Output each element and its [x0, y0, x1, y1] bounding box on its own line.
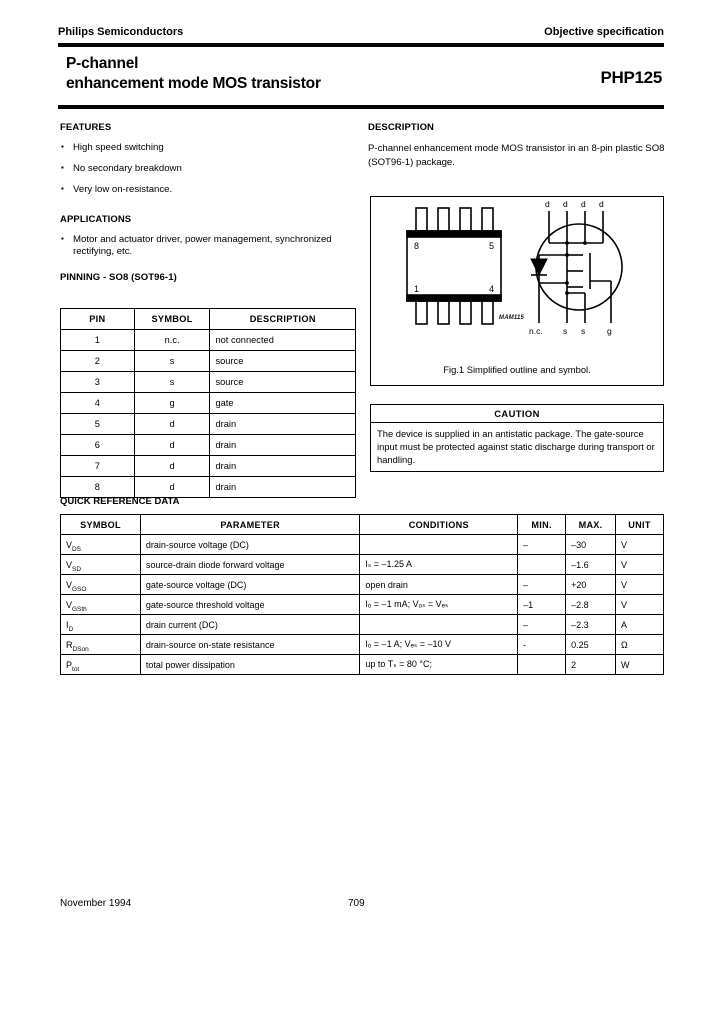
title-line-2: enhancement mode MOS transistor: [66, 75, 321, 92]
cell-max: 2: [566, 655, 616, 675]
cell-symbol: $I_D$: [61, 615, 141, 635]
table-row: [61, 330, 356, 351]
cell-parameter: total power dissipation: [140, 655, 360, 675]
table-row: [61, 555, 664, 575]
caution-text: The device is supplied in an antistatic package. The gate-source input must be protected against static discharge during transport or handling.: [377, 428, 655, 465]
cell-max: –2.8: [566, 595, 616, 615]
cell-max: 0.25: [566, 635, 616, 655]
pinning-heading: PINNING - SO8 (SOT96-1): [60, 272, 177, 283]
cell-description: drain: [210, 456, 356, 477]
package-outline-and-symbol-drawing: [371, 197, 663, 347]
cell-unit: W: [616, 655, 664, 675]
cell-unit: V: [616, 535, 664, 555]
cell-unit: A: [616, 615, 664, 635]
cell-conditions: [360, 535, 518, 555]
cell-pin: 5: [61, 414, 135, 435]
cell-parameter: drain-source on-state resistance: [140, 635, 360, 655]
column-header-min: MIN.: [518, 515, 566, 535]
cell-symbol: d: [134, 456, 210, 477]
cell-conditions: up to Tₛ = 80 °C;: [360, 655, 518, 675]
cell-max: +20: [566, 575, 616, 595]
cell-symbol: $V_{SD}$: [61, 555, 141, 575]
cell-symbol: d: [134, 477, 210, 498]
cell-conditions: open drain: [360, 575, 518, 595]
cell-conditions: Iₒ = –1 A; Vₑₛ = –10 V: [360, 635, 518, 655]
part-number: PHP125: [600, 68, 662, 87]
table-row: [61, 372, 356, 393]
title-line-1: P-channel: [66, 55, 139, 72]
left-column: [60, 122, 350, 283]
cell-description: gate: [210, 393, 356, 414]
column-header-symbol: SYMBOL: [61, 515, 141, 535]
table-row: [61, 435, 356, 456]
symbol-label-d-1: d: [545, 199, 550, 209]
symbol-label-d-2: d: [563, 199, 568, 209]
cell-description: drain: [210, 414, 356, 435]
table-row: [61, 615, 664, 635]
table-row: [61, 393, 356, 414]
column-header-pin: PIN: [61, 309, 135, 330]
caution-box: [370, 404, 664, 472]
cell-symbol: d: [134, 414, 210, 435]
table-row: [61, 655, 664, 675]
quick-reference-table: [60, 514, 664, 675]
cell-symbol: s: [134, 372, 210, 393]
cell-min: –: [518, 535, 566, 555]
package-pin-label-4: 4: [489, 284, 495, 294]
package-pin-label-1: 1: [414, 284, 420, 294]
list-item: ▪ High speed switching: [60, 142, 350, 154]
symbol-label-g: g: [607, 326, 612, 336]
footer-date: November 1994: [60, 898, 132, 909]
table-header-row: [61, 309, 356, 330]
cell-max: –30: [566, 535, 616, 555]
list-item: ▪ Motor and actuator driver, power management, synchronized rectifying, etc.: [60, 234, 350, 258]
column-header-parameter: PARAMETER: [140, 515, 360, 535]
cell-conditions: Iₒ = –1 mA; Vₒₛ = Vₑₛ: [360, 595, 518, 615]
cell-pin: 1: [61, 330, 135, 351]
column-header-max: MAX.: [566, 515, 616, 535]
cell-min: -: [518, 635, 566, 655]
symbol-label-d-3: d: [581, 199, 586, 209]
figure-caption: Fig.1 Simplified outline and symbol.: [443, 364, 591, 375]
cell-symbol: g: [134, 393, 210, 414]
specification-type: Objective specification: [544, 26, 664, 38]
symbol-label-d-4: d: [599, 199, 604, 209]
cell-min: –: [518, 575, 566, 595]
table-header-row: [61, 515, 664, 535]
quick-reference-heading: QUICK REFERENCE DATA: [60, 496, 180, 507]
column-header-conditions: CONDITIONS: [360, 515, 518, 535]
cell-description: source: [210, 351, 356, 372]
caution-heading: CAUTION: [371, 405, 663, 423]
cell-min: –: [518, 615, 566, 635]
cell-symbol: $P_{tot}$: [61, 655, 141, 675]
applications-list: [60, 234, 350, 258]
cell-pin: 4: [61, 393, 135, 414]
cell-pin: 7: [61, 456, 135, 477]
column-header-symbol: SYMBOL: [134, 309, 210, 330]
page-header: [58, 26, 664, 38]
cell-pin: 2: [61, 351, 135, 372]
table-row: [61, 477, 356, 498]
drawing-reference-code: MAM115: [499, 315, 525, 321]
features-list: [60, 142, 350, 196]
cell-description: source: [210, 372, 356, 393]
cell-parameter: source-drain diode forward voltage: [140, 555, 360, 575]
cell-symbol: $V_{GSth}$: [61, 595, 141, 615]
cell-unit: V: [616, 575, 664, 595]
cell-description: drain: [210, 477, 356, 498]
table-row: [61, 351, 356, 372]
cell-parameter: drain current (DC): [140, 615, 360, 635]
cell-description: drain: [210, 435, 356, 456]
package-pin-label-8: 8: [414, 241, 420, 251]
table-row: [61, 595, 664, 615]
column-header-unit: UNIT: [616, 515, 664, 535]
cell-symbol: n.c.: [134, 330, 210, 351]
cell-symbol: $V_{GSO}$: [61, 575, 141, 595]
cell-unit: Ω: [616, 635, 664, 655]
cell-min: –1: [518, 595, 566, 615]
description-heading: DESCRIPTION: [368, 122, 435, 133]
figure-1: [370, 196, 664, 386]
header-rule-bottom: [58, 105, 664, 109]
package-pin-label-5: 5: [489, 241, 495, 251]
cell-min: [518, 555, 566, 575]
cell-unit: V: [616, 595, 664, 615]
symbol-label-nc: n.c.: [529, 326, 543, 336]
cell-pin: 8: [61, 477, 135, 498]
table-row: [61, 575, 664, 595]
cell-symbol: s: [134, 351, 210, 372]
list-item: ▪ Very low on-resistance.: [60, 184, 350, 196]
footer-page-number: 709: [348, 898, 365, 909]
page-title: [66, 54, 546, 94]
cell-conditions: Iₛ = –1.25 A: [360, 555, 518, 575]
description-text: P-channel enhancement mode MOS transistor in an 8-pin plastic SO8 (SOT96-1) package.: [368, 143, 665, 168]
cell-max: –2.3: [566, 615, 616, 635]
cell-min: [518, 655, 566, 675]
applications-heading: APPLICATIONS: [60, 214, 132, 225]
cell-parameter: gate-source threshold voltage: [140, 595, 360, 615]
cell-symbol: $R_{DSon}$: [61, 635, 141, 655]
symbol-label-s-1: s: [563, 326, 568, 336]
table-row: [61, 535, 664, 555]
column-header-description: DESCRIPTION: [210, 309, 356, 330]
pinning-table: [60, 308, 356, 498]
cell-max: –1.6: [566, 555, 616, 575]
header-rule-top: [58, 43, 664, 47]
cell-parameter: drain-source voltage (DC): [140, 535, 360, 555]
company-name: Philips Semiconductors: [58, 26, 184, 38]
table-row: [61, 414, 356, 435]
cell-pin: 3: [61, 372, 135, 393]
cell-pin: 6: [61, 435, 135, 456]
cell-description: not connected: [210, 330, 356, 351]
table-row: [61, 456, 356, 477]
cell-parameter: gate-source voltage (DC): [140, 575, 360, 595]
cell-symbol: d: [134, 435, 210, 456]
table-row: [61, 635, 664, 655]
features-heading: FEATURES: [60, 122, 112, 133]
symbol-label-s-2: s: [581, 326, 586, 336]
cell-unit: V: [616, 555, 664, 575]
cell-conditions: [360, 615, 518, 635]
list-item: ▪ No secondary breakdown: [60, 163, 350, 175]
right-column: [368, 122, 668, 169]
cell-symbol: $V_{DS}$: [61, 535, 141, 555]
